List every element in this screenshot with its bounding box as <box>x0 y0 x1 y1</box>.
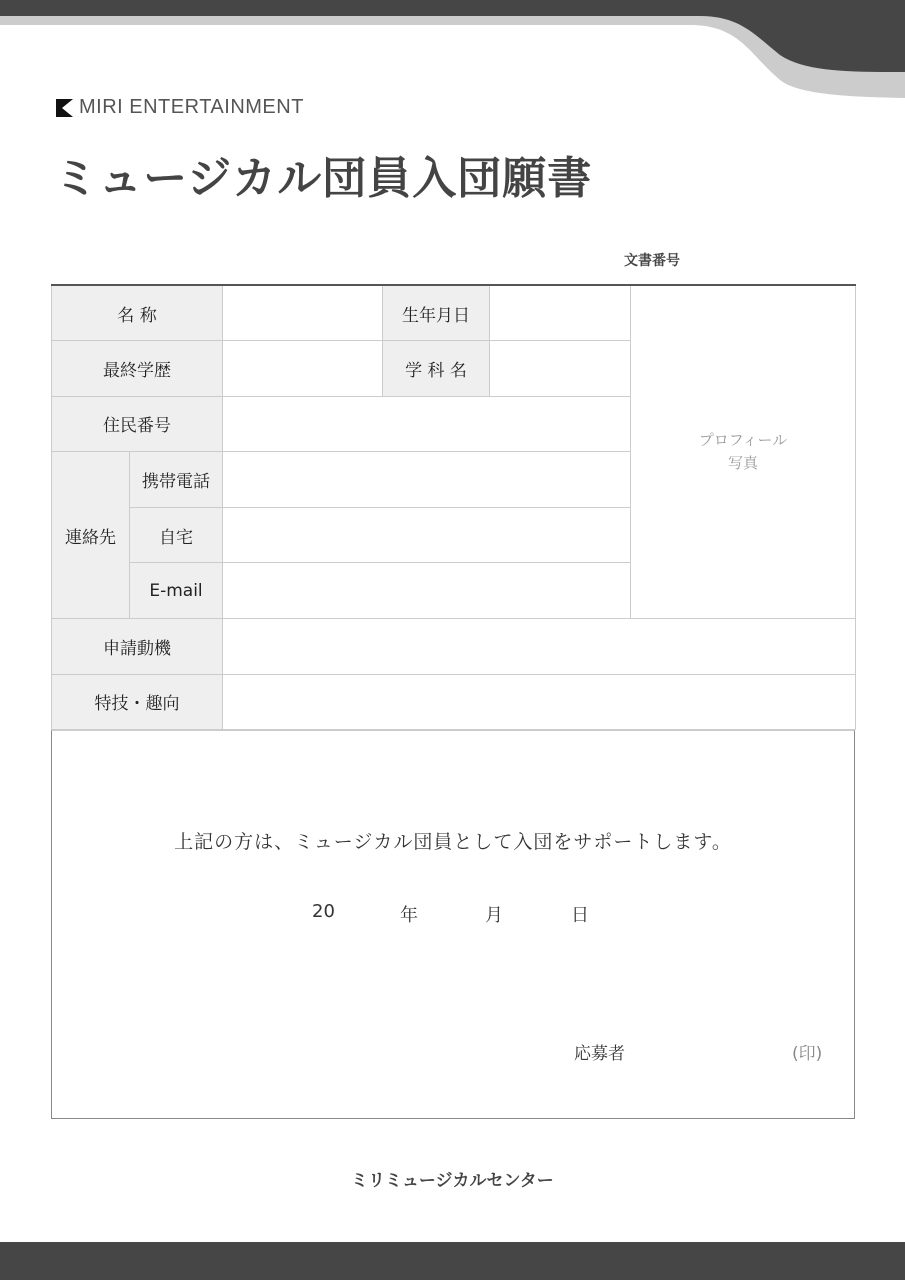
mobile-label: 携帯電話 <box>130 452 223 508</box>
footer-org: ミリミュージカルセンター <box>351 1171 554 1191</box>
brand-logo-icon <box>56 99 73 117</box>
education-field[interactable] <box>223 341 383 397</box>
skills-label: 特技・趣向 <box>52 674 223 730</box>
application-form <box>51 284 856 730</box>
education-label: 最終学歴 <box>52 341 223 397</box>
mobile-field[interactable] <box>223 452 631 508</box>
motivation-label: 申請動機 <box>52 619 223 675</box>
photo-box[interactable] <box>631 285 856 619</box>
birth-field[interactable] <box>490 285 631 341</box>
applicant-label: 応募者 <box>574 1044 625 1064</box>
home-field[interactable] <box>223 507 631 563</box>
brand <box>56 96 304 119</box>
email-field[interactable] <box>223 563 631 619</box>
photo-label-2: 写真 <box>727 454 758 473</box>
page-title: ミュージカル団員入団願書 <box>54 153 593 204</box>
contact-label: 連絡先 <box>52 452 130 619</box>
department-label: 学 科 名 <box>383 341 490 397</box>
doc-number-label: 文書番号 <box>624 253 680 269</box>
name-field[interactable] <box>223 285 383 341</box>
date-day: 日 <box>571 905 589 926</box>
date-year: 年 <box>400 905 418 926</box>
home-label: 自宅 <box>130 507 223 563</box>
resident-no-field[interactable] <box>223 396 631 452</box>
header-decoration <box>0 0 905 100</box>
date-month: 月 <box>485 905 503 926</box>
motivation-field[interactable] <box>223 619 856 675</box>
email-label: E-mail <box>130 563 223 619</box>
name-label: 名 称 <box>52 285 223 341</box>
footer-bar <box>0 1242 905 1280</box>
resident-no-label: 住民番号 <box>52 396 223 452</box>
department-field[interactable] <box>490 341 631 397</box>
birth-label: 生年月日 <box>383 285 490 341</box>
statement-box <box>51 730 855 1119</box>
brand-name: MIRI ENTERTAINMENT <box>79 96 304 118</box>
statement: 上記の方は、ミュージカル団員として入団をサポートします。 <box>174 831 732 853</box>
seal-label: (印) <box>792 1044 823 1064</box>
photo-label: プロフィール <box>698 431 788 450</box>
skills-field[interactable] <box>223 674 856 730</box>
date-year-prefix: 20 <box>312 901 335 922</box>
